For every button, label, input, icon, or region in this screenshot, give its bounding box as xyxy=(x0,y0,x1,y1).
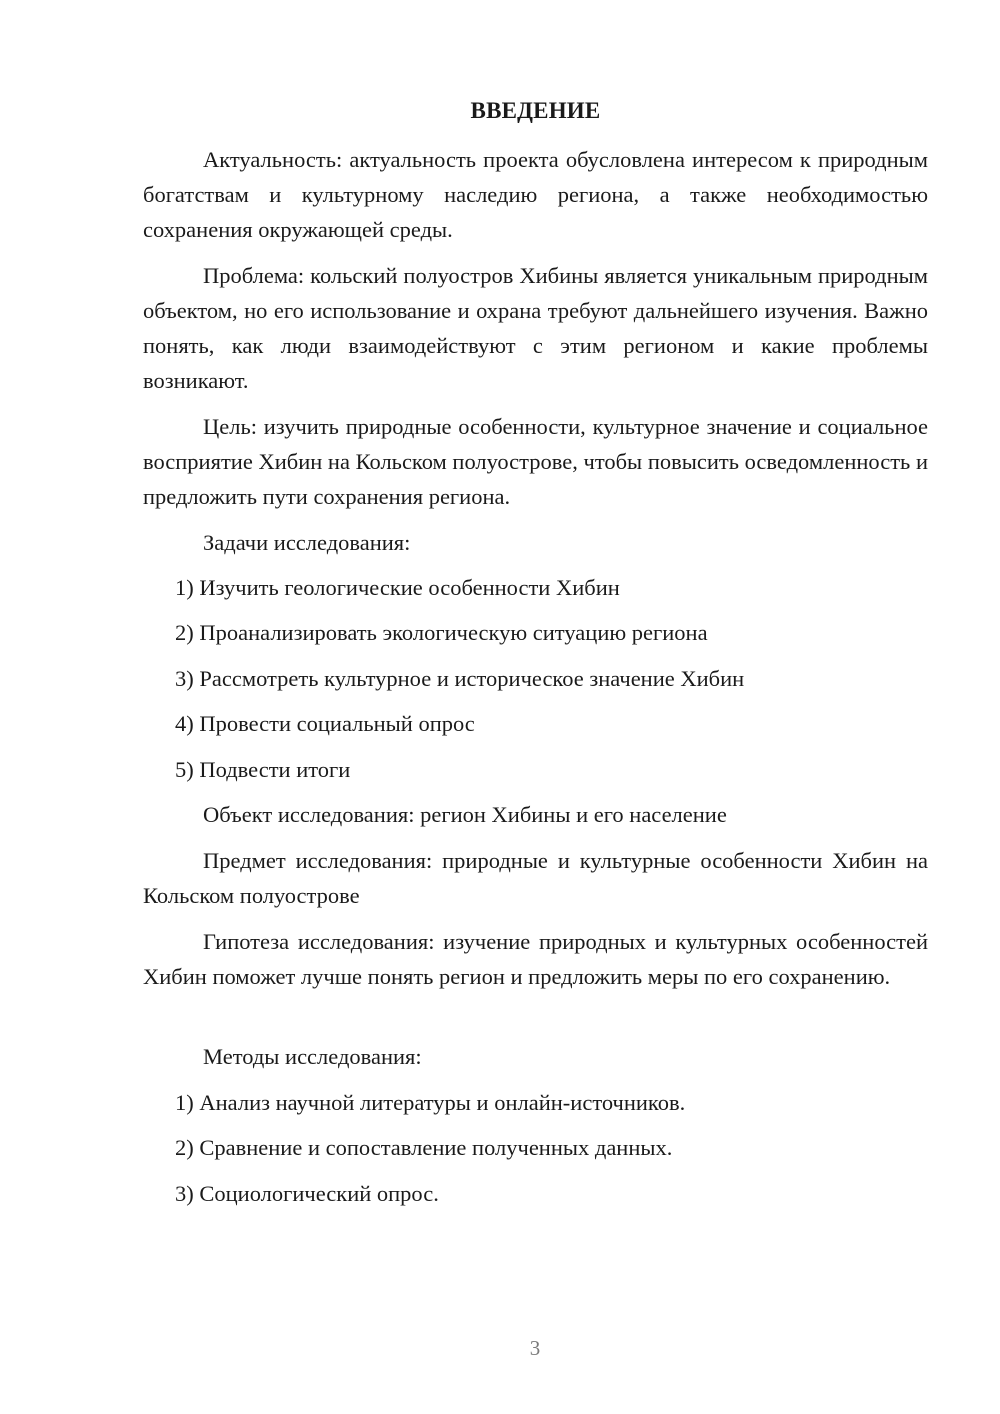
subject-paragraph: Предмет исследования: природные и культурные особенности Хибин на Кольском полуострове xyxy=(143,848,928,908)
task-item-4: 4) Провести социальный опрос xyxy=(175,711,475,736)
methods-title: Методы исследования: xyxy=(203,1044,422,1069)
task-item-5: 5) Подвести итоги xyxy=(175,757,351,782)
object-paragraph: Объект исследования: регион Хибины и его население xyxy=(203,802,727,827)
page-heading: ВВЕДЕНИЕ xyxy=(470,98,601,123)
task-item-3: 3) Рассмотреть культурное и историческое значение Хибин xyxy=(175,666,745,691)
relevance-paragraph: Актуальность: актуальность проекта обусловлена интересом к природным богатствам и культурному наследию региона, а также необходимостью сохранения окружающей среды. xyxy=(143,147,928,242)
method-item-3: 3) Социологический опрос. xyxy=(175,1181,439,1206)
method-item-1: 1) Анализ научной литературы и онлайн-источников. xyxy=(175,1090,686,1115)
tasks-title: Задачи исследования: xyxy=(203,530,411,555)
method-item-2: 2) Сравнение и сопоставление полученных данных. xyxy=(175,1135,673,1160)
goal-paragraph: Цель: изучить природные особенности, культурное значение и социальное восприятие Хибин на Кольском полуострове, чтобы повысить осведомленность и предложить пути сохранения региона. xyxy=(143,414,928,509)
task-item-2: 2) Проанализировать экологическую ситуацию региона xyxy=(175,620,708,645)
task-item-1: 1) Изучить геологические особенности Хибин xyxy=(175,575,620,600)
problem-paragraph: Проблема: кольский полуостров Хибины является уникальным природным объектом, но его использование и охрана требуют дальнейшего изучения. Важно понять, как люди взаимодействуют с этим регионом и какие проблемы возникают. xyxy=(143,263,928,393)
page-number: 3 xyxy=(529,1336,541,1360)
hypothesis-paragraph: Гипотеза исследования: изучение природных и культурных особенностей Хибин поможет лучше понять регион и предложить меры по его сохранению. xyxy=(143,929,928,989)
